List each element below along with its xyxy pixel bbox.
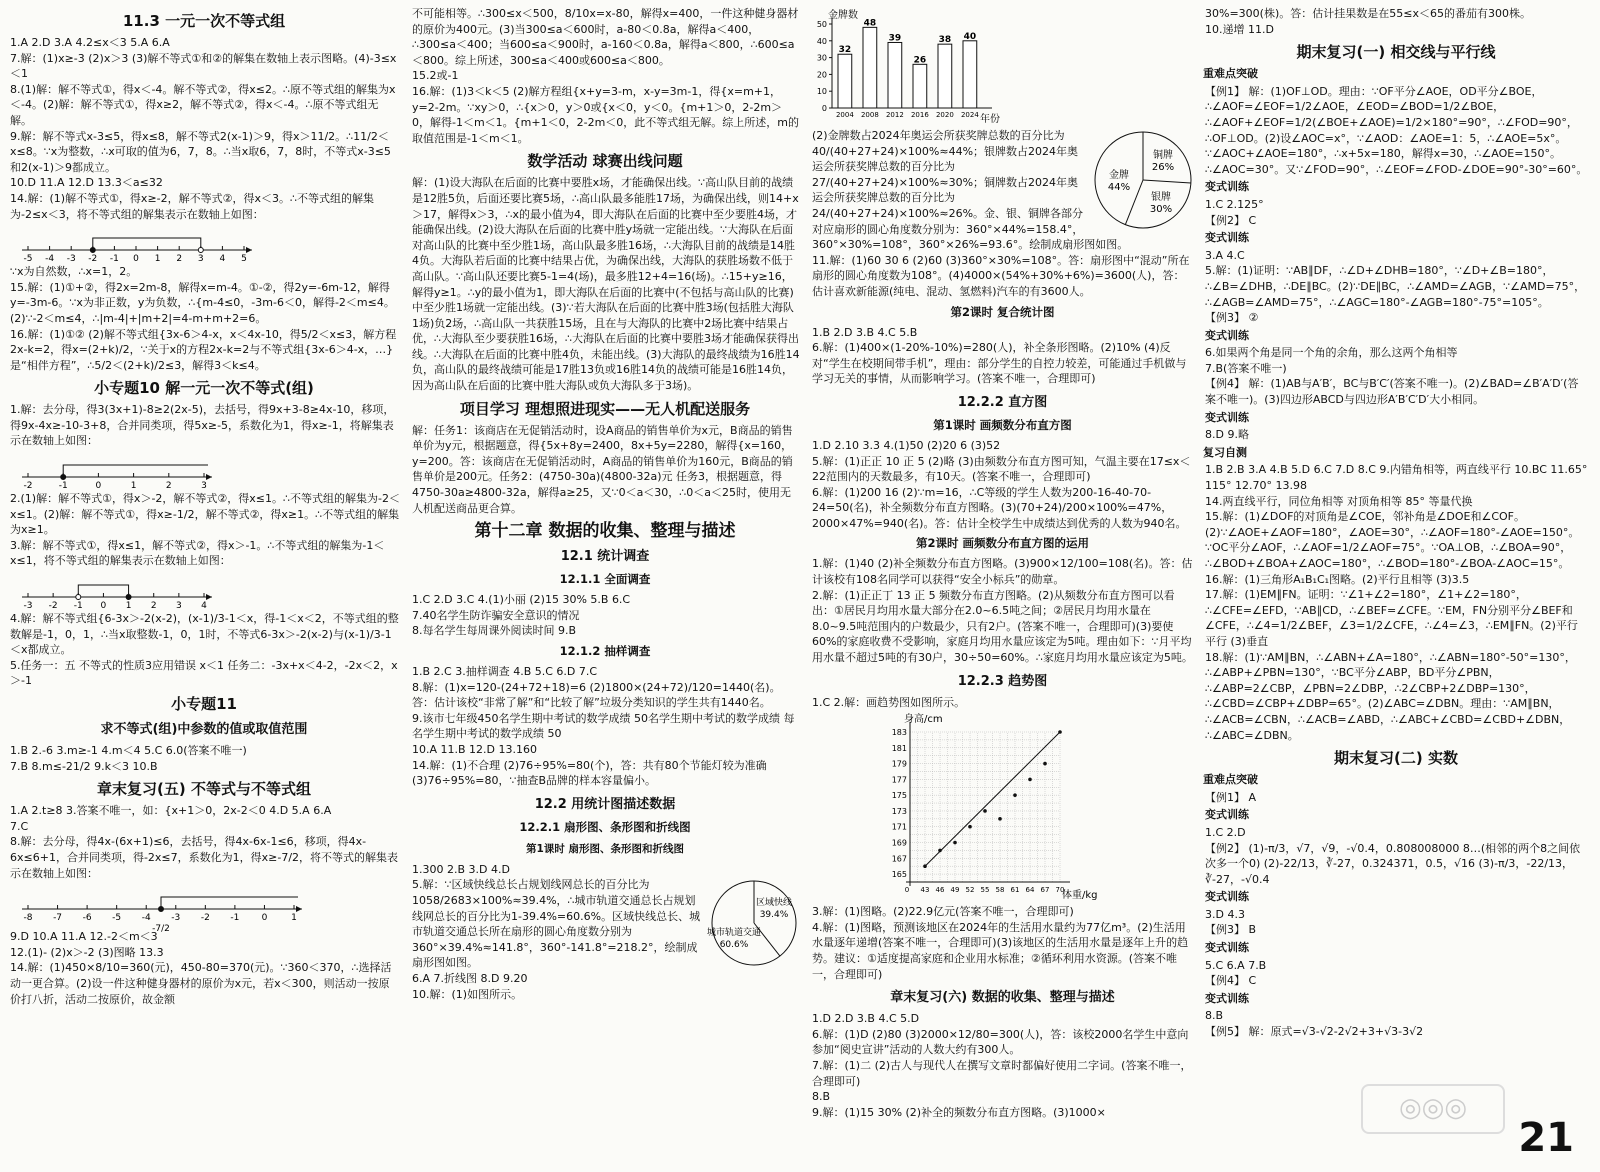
answer-line: 6.A 7.折线图 8.D 9.20: [412, 971, 528, 985]
y-tick-label: 30: [816, 53, 827, 63]
pie-label: 44%: [1107, 182, 1131, 193]
pie-label: 60.6%: [719, 940, 749, 951]
y-axis-label: 金牌数: [828, 10, 858, 21]
subsection-heading: 12.2.1 扇形图、条形图和折线图: [519, 819, 691, 834]
number-line-tick-label: 1: [154, 254, 161, 265]
number-line-tick-label: -3: [66, 254, 76, 265]
answer-line: 16.解：(1)三角形A₁B₁C₁图略。(2)平行且相等 (3)3.5: [1205, 572, 1470, 586]
y-tick-label: 50: [816, 20, 827, 29]
answer-line: 2.(1)解：解不等式①，得x＞-2，解不等式②，得x≤1。∴不等式组的解集为-2＜x≤1。(2)解：解不等式①，得x≥-1/2，解不等式②，得x≥1。∴不等式组的解集为x≥1。: [10, 492, 400, 537]
pie-label: 39.4%: [759, 910, 789, 921]
answer-line: 1.B 2.C 3.抽样调查 4.B 5.C 6.D 7.C: [412, 665, 598, 678]
section-heading: 小专题10 解一元一次不等式(组): [94, 379, 314, 398]
number-line-tick-label: -2: [48, 601, 58, 612]
x-tick-label: 55: [980, 886, 990, 895]
column-4: [1203, 6, 1589, 1040]
answer-line: 7.B(答案不唯一): [1205, 361, 1287, 375]
pie-label: 城市轨道交通: [706, 928, 762, 939]
bar-value-label: 38: [938, 35, 952, 46]
y-tick-label: 165: [891, 870, 907, 880]
answer-line: 5.解：(1)证明：∵AB∥DF，∴∠D+∠DHB=180°，∵∠D+∠B=180°，∴∠B=∠DHB，∴DE∥BC。(2)∵DE∥BC，∴∠AMD=∠AGB，∵∠AMD=75°，∴∠AGB=∠AMD=75°，∴∠AGC=180°-∠AGB=180°-75°=105°。: [1205, 264, 1586, 309]
answer-line: 5.C 6.A 7.B: [1205, 958, 1267, 972]
x-tick-label: 2020: [935, 111, 954, 119]
answer-line: 16.解：(1)①② (2)解不等式组{3x-6＞4-x，x＜4x-10，得5/2＜x≤3，解方程2x-k=2，得x=(2+k)/2，∵关于x的方程2x-k=2与不等式组{3x-6＞4-x，…}是“相伴方程”，∴5/2＜(2+k)/2≤3，解得3＜k≤4。: [10, 327, 397, 372]
endpoint-dot: [159, 907, 164, 912]
subsection-tag: 复习自测: [1203, 445, 1247, 459]
answer-line: 【例5】 解：原式=√3-√2-2√2+3+√3-3√2: [1205, 1025, 1424, 1039]
answer-line: 8.(1)解：解不等式①，得x＜-4。解不等式②，得x≤2。∴原不等式组的解集为x＜-4。(2)解：解不等式①，得x≥2，解不等式②，得x＜-4。∴原不等式组无解。: [10, 82, 396, 127]
number-line-tick-label: 1: [125, 601, 132, 612]
data-point: [923, 865, 927, 869]
answer-line: 6.解：(1)200 16 (2)∵m=16，∴C等级的学生人数为200-16-40-70-24=50(名)，补全频数分布直方图略。(3)(70+24)/200×100%=47%，2000×47%=940(名)。答：估计全校学生中成绩达到优秀的人数为940名。: [812, 485, 1187, 530]
answer-line: 解：任务1：该商店在无促销活动时，设A商品的销售单价为x元，B商品的销售单价为y元，根据题意，得{5x+8y=2400，8x+5y=2280，解得{x=160，y=200。答：该商店在无促销活动时，A商品的销售单价为160元，B商品的销售单价是200元。任务2：(4750-30a)(4800-32a)元 任务3，根据题意，得4750-30a≥4800-32a，解得a≥25，又∵0＜a＜30，∴0＜a＜25时，使用无人机配送商品更合算。: [412, 423, 793, 515]
number-line-2: [18, 453, 218, 492]
answer-line: 3.解：解不等式①，得x≤1，解不等式②，得x＞-1。∴不等式组的解集为-1＜x≤1，将不等式组的解集表示在数轴上如图：: [10, 538, 385, 568]
endpoint-dot: [198, 248, 203, 253]
section-heading: 章末复习(五) 不等式与不等式组: [97, 780, 311, 799]
answer-line: 5.任务一：五 不等式的性质3应用错误 x＜1 任务二：-3x+x＜4-2，-2x＜2，x＞-1: [10, 658, 398, 688]
y-tick-label: 181: [891, 744, 907, 754]
number-line-tick-label: -1: [73, 601, 83, 612]
subsection-heading: 12.1.1 全面调查: [559, 572, 651, 587]
x-tick-label: 2004: [835, 111, 854, 119]
answer-line: 【例4】 C: [1205, 974, 1257, 988]
number-line-tick-label: -3: [23, 601, 33, 612]
answer-line: 6.解：(1)D (2)80 (3)2000×12/80=300(人)，答：该校2000名学生中意向参加“阅史宣讲”活动的人数大约有300人。: [812, 1027, 1189, 1057]
y-tick-label: 175: [891, 791, 907, 801]
section-heading: 数学活动 球赛出线问题: [527, 152, 683, 171]
pie-label: 银牌: [1151, 192, 1171, 203]
y-tick-label: 171: [891, 822, 907, 832]
y-axis-label: 身高/cm: [904, 714, 943, 726]
answer-line: 【例1】 解：(1)OF⊥OD。理由：∵OF平分∠AOE，OD平分∠BOE，∴∠AOF=∠EOF=1/2∠AOE，∠EOD=∠BOD=1/2∠BOE，∴∠AOF+∠EOF=1/2(∠BOE+∠AOE)=1/2×180°=90°，∴∠FOD=90°，∴OF⊥OD。(2)设∠AOC=x°，∵∠AOD：∠AOE=1：5，∴∠AOE=5x°。∵∠AOC+∠AOE=180°，∴x+5x=180，解得x=30，∴∠AOE=150°。∴∠AOC=30°。又∵∠FOD=90°，∴∠EOF=∠FOD-∠DOE=90°-30°=60°。: [1205, 84, 1588, 176]
number-line-tick-label: -6: [82, 913, 92, 924]
subsection-heading: 12.1.2 抽样调查: [559, 644, 651, 658]
answer-line: 30%=300(株)。答：估计挂果数是在55≤x＜65的番茄有300株。: [1205, 7, 1531, 20]
number-line-tick-label: 2: [165, 481, 172, 492]
data-point: [998, 817, 1002, 821]
lesson-heading: 第1课时 扇形图、条形图和折线图: [526, 842, 684, 855]
number-line-tick-label: 1: [291, 913, 297, 924]
number-line-tick-label: -8: [23, 913, 33, 924]
arrow-icon: [206, 594, 212, 600]
bar: [913, 64, 927, 108]
answer-line: 变式训练: [1205, 890, 1249, 904]
y-tick-label: 40: [816, 36, 827, 46]
bar: [838, 54, 852, 108]
answer-line: 【例3】 B: [1205, 923, 1257, 937]
answer-line: 9.解：解不等式x-3≤5，得x≤8，解不等式2(x-1)＞9，得x＞11/2。∴11/2＜x≤8。∵x为整数，∴x可取的值为6，7，8。∴当x取6，7，8时，不等式x-3≤5和2(x-1)＞9都成立。: [10, 129, 391, 174]
arrow-icon: [206, 474, 212, 480]
lesson-heading: 第2课时 画频数分布直方图的运用: [915, 536, 1089, 551]
x-tick-label: 67: [1040, 886, 1050, 895]
number-line-1: [18, 226, 258, 265]
answer-line: 1.D 2.10 3.3 4.(1)50 (2)20 6 (3)52: [812, 438, 1001, 452]
answer-line: 10.A 11.B 12.D 13.160: [412, 742, 538, 756]
section-heading: 12.2.2 直方图: [957, 394, 1048, 410]
answer-line: 1.A 2.D 3.A 4.2≤x＜3 5.A 6.A: [10, 36, 170, 49]
answer-line: 4.解：解不等式组{6-3x＞-2(x-2)，(x-1)/3-1＜x，得-1＜x＜2，不等式组的整数解是-1，0，1，∴当x取整数-1，0，1时，不等式6-3x＞-2(x-2)与(x-1)/3-1＜x都成立。: [10, 612, 399, 657]
x-tick-label: 61: [1010, 886, 1020, 895]
answer-line: 变式训练: [1205, 180, 1249, 194]
y-tick-label: 10: [816, 87, 827, 97]
arrow-icon: [296, 906, 302, 912]
answer-line: 解：(1)设大海队在后面的比赛中要胜x场，才能确保出线。∵高山队目前的战绩是12胜5负，后面还要比赛5场，∴高山队最多能胜17场，为确保出线，则14+x＞17，解得x＞3，∴x的最小值为4，即大海队在后面的比赛中至少要胜4场，才能确保出线。(2)设大海队在后面的比赛中胜y场就一定能出线。∵大海队在后面对高山队的比赛中至少胜1场，高山队最多胜16场，∴大海队目前的战绩是14胜4负。大海队若后面的比赛中结果占优，为确保出线，大海队的获胜场数不低于高山队。∵高山队还要比赛5-1=4(场)，最多胜12+4=16(场)。∴15+y≥16，解得y≥1。∴y的最小值为1，即大海队在后面的比赛中(不包括与高山队的比赛)中至少胜1场就一定能出线。(3)∵若大海队在后面的比赛中胜3场(包括胜大海队1场)负2场，∴高山队一共获胜15场，且在与大海队的比赛中2场比赛中结果占优，∴大海队至少要获胜16场，∴大海队在后面的比赛中要胜3场才能确保获得出线。∴大海队在后面的比赛中胜4负，未能出线。(3)大海队的最终战绩为16胜14负，高山队的最终战绩可能是17胜13负或16胜14负的战绩可能是16胜14负，因为高山队在后面的比赛中胜大海队或负大海队多于3场)。: [412, 176, 800, 393]
x-tick-label: 2008: [860, 111, 879, 119]
section-heading: 期末复习(一) 相交线与平行线: [1296, 43, 1496, 62]
answer-line: 9.该市七年级450名学生期中考试的数学成绩 50名学生期中考试的数学成绩 每名学生期中考试的数学成绩 50: [412, 711, 795, 741]
pie-label: 金牌: [1109, 170, 1129, 181]
y-tick-label: 169: [891, 838, 907, 848]
x-tick-label: 64: [1025, 886, 1035, 895]
data-point: [1058, 730, 1062, 734]
number-line-tick-label: 0: [100, 601, 107, 612]
pie-label: 26%: [1151, 162, 1175, 173]
number-line-tick-label: 5: [241, 254, 247, 265]
column-2: [410, 6, 800, 1002]
x-tick-label: 46: [935, 886, 945, 895]
answer-line: 7.C: [10, 819, 29, 833]
answer-line: 8.每名学生每周课外阅读时间 9.B: [412, 624, 577, 638]
answer-line: 变式训练: [1205, 991, 1249, 1005]
number-line-tick-label: 3: [201, 481, 207, 492]
answer-line: 6.解：(1)400×(1-20%-10%)=280(人)，补全条形图略。(2)10% (4)反对“学生在校期间带手机”，理由：部分学生的自控力较差，可能通过手机做与学习无关的事情，从而影响学习。(答案不唯一，合理即可): [812, 341, 1187, 386]
lesson-heading: 第2课时 复合统计图: [950, 304, 1055, 319]
answer-line: 18.解：(1)∵AM∥BN，∴∠ABN+∠A=180°，∴∠ABN=180°-50°=130°，∴∠ABP+∠PBN=130°，∵BC平分∠ABP，BD平分∠PBN，∴∠ABP=2∠CBP，∠PBN=2∠DBP，∴2∠CBP+2∠DBP=130°，∴∠CBD=∠CBP+∠DBP=65°。(2)∠ABC=∠DBN。理由：∵AM∥BN，∴∠ACB=∠CBN，∴∠ACB=∠ABD，∴∠ABC+∠CBD=∠CBD+∠DBN，∴∠ABC=∠DBN。: [1205, 650, 1576, 742]
number-line-tick-label: -5: [23, 254, 33, 265]
answer-line: (2)金牌数占2024年奥运会所获奖牌总数的百分比为40/(40+27+24)×100%≈44%；银牌数占2024年奥运会所获奖牌总数的百分比为27/(40+27+24)×100%≈30%；铜牌数占2024年奥运会所获奖牌总数的百分比为24/(40+27+24)×100%≈26%。金、银、铜牌各部分对应扇形的圆心角度数分别为：360°×44%=158.4°，360°×30%=108°，360°×26%=93.6°。绘制成扇形图如图。: [812, 129, 1129, 252]
solution-range: [93, 238, 201, 248]
section-heading: 12.2 用统计图描述数据: [534, 796, 676, 812]
answer-line: 1.A 2.t≥8 3.答案不唯一，如：{x+1＞0，2x-2＜0 4.D 5.A 6.A: [10, 804, 332, 818]
solution-range: [63, 465, 208, 475]
endpoint-dot: [90, 248, 95, 253]
x-tick-label: 52: [965, 886, 975, 895]
bar: [938, 44, 952, 108]
answer-line: 17.解：(1)EM∥FN。证明：∵∠1+∠2=180°，∠1+∠2=180°，∴∠CFE=∠EFD，∵AB∥CD，∴∠BEF=∠CFE。∵EM，FN分别平分∠BEF和∠CFE，∴∠4=1/2∠BEF，∠3=1/2∠CFE，∴∠4=∠3，∴EM∥FN。(2)平行 平行 (3)垂直: [1205, 588, 1578, 648]
pie-slice-edge: [1143, 180, 1191, 183]
answer-line: 8.B: [1205, 1009, 1224, 1023]
bar-value-label: 32: [838, 45, 852, 56]
number-line-tick-label: 1: [130, 481, 137, 492]
data-point: [1013, 794, 1017, 798]
pie-label: 30%: [1149, 204, 1173, 215]
answer-line: 1.B 2.-6 3.m≥-1 4.m＜4 5.C 6.0(答案不唯一): [10, 744, 247, 757]
answer-line: 3.D 4.3: [1205, 907, 1245, 921]
answer-line: 变式训练: [1205, 808, 1249, 822]
answer-line: 16.解：(1)3＜k＜5 (2)解方程组{x+y=3-m，x-y=3m-1，得{x=m+1，y=2-2m。∵xy＞0，∴{x＞0，y＞0或{x＜0，y＜0。{m+1＞0，2-2m＞0，解得-1＜m＜1。{m+1＜0，2-2m＜0，此不等式组无解。综上所述，m的取值范围是-1＜m＜1。: [412, 84, 800, 145]
chapter-heading: 第十二章 数据的收集、整理与描述: [474, 521, 736, 542]
bar: [863, 27, 877, 108]
column-3: [810, 6, 1195, 1120]
number-line-tick-label: 2: [176, 254, 183, 265]
answer-line: 1.解：去分母，得3(3x+1)-8≥2(2x-5)，去括号，得9x+3-8≥4x-10，移项，得9x-4x≥-10-3+8，合并同类项，得5x≥-5，系数化为1，得x≥-1，将解集表示在数轴上如图：: [10, 403, 395, 448]
x-tick-label: 49: [950, 886, 960, 895]
number-line-tick-label: 3: [197, 254, 204, 265]
answer-line: 变式训练: [1205, 231, 1249, 245]
number-line-tick-label: -4: [45, 254, 55, 265]
number-line-3: [18, 573, 218, 612]
answer-line: 14.解：(1)450×8/10=360(元)，450-80=370(元)。∵360＜370，∴选择活动一更合算。(2)设一件这种健身器材的原价为x元，若x＜300，则活动一按原价打八折，活动二按原价，故金额: [10, 961, 392, 1006]
y-tick-label: 179: [891, 759, 907, 769]
answer-line: 7.解：(1)x≥-3 (2)x＞3 (3)解不等式①和②的解集在数轴上表示图略。(4)-3≤x＜1: [10, 51, 397, 81]
answer-line: 【例3】 ②: [1205, 311, 1259, 325]
answer-line: 1.C 2.D 3.C 4.(1)小丽 (2)15 30% 5.B 6.C: [412, 593, 631, 607]
answer-line: 1.C 2.解：画趋势图如图所示。: [812, 695, 966, 709]
pie-label: 铜牌: [1153, 150, 1173, 161]
number-line-tick-label: -4: [141, 913, 151, 924]
medal-pie-chart: [1091, 128, 1195, 232]
answer-line: 12.(1)- (2)x＞-2 (3)图略 13.3: [10, 945, 164, 959]
number-line-tick-label: 0: [261, 913, 268, 924]
x-tick-label: 2012: [885, 111, 904, 119]
answer-line: 2.解：(1)正正丁 13 正 5 频数分布直方图略。(2)从频数分布直方图可以看出：①居民月均用水量大部分在2.0~6.5吨之间；②居民月均用水量在8.0~9.5吨范围内的户数最少，只有2户。(答案不唯一，合理即可)(3)要使60%的家庭收费不受影响，家庭月均用水量应该定为5吨。理由如下：∵月平均用水量不超过5吨的有30户，30÷50=60%。∴家庭月均用水量应该定为5吨。: [812, 588, 1193, 665]
answer-line: 【例2】 (1)-π/3，√7，√9，-√0.4，0.808008000 8…(相邻的两个8之间依次多一个0) (2)-22/13，∛-27，0.324371，0.5，√16 (3)-π/3，-22/13，∛-27，-√0.4: [1205, 841, 1581, 886]
answer-line: 5.解：(1)正正 10 正 5 (2)略 (3)由频数分布直方图可知，气温主要在17≤x＜22范围内的天数最多，有10天。(答案不唯一，合理即可): [812, 454, 1191, 484]
subsection-tag: 重难点突破: [1203, 67, 1258, 81]
answer-line: 1.D 2.D 3.B 4.C 5.D: [812, 1012, 920, 1026]
x-tick-label: 0: [904, 886, 910, 895]
answer-line: 1.C 2.D: [1205, 825, 1246, 839]
rail-pie-chart: [708, 877, 800, 969]
answer-line: 1.B 2.B 3.A 4.B 5.D 6.C 7.D 8.C 9.内错角相等，两直线平行 10.BC 11.65° 115° 12.70° 13.98: [1205, 463, 1588, 493]
number-line-tick-label: 4: [201, 601, 207, 612]
section-heading: 章末复习(六) 数据的收集、整理与描述: [890, 990, 1115, 1006]
answer-line: 7.B 8.m≤-21/2 9.k＜3 10.B: [10, 759, 158, 773]
bar: [963, 41, 977, 108]
subsection-tag: 重难点突破: [1203, 773, 1258, 787]
answer-line: 3.解：(1)图略。(2)22.9亿元(答案不唯一，合理即可): [812, 905, 1074, 919]
x-tick-label: 2016: [910, 111, 929, 119]
answer-line: 15.2或-1: [412, 69, 459, 83]
x-axis-label: 年份: [980, 114, 1000, 125]
bar-value-label: 40: [963, 31, 977, 42]
answer-line: 【例2】 C: [1205, 213, 1257, 227]
answer-line: 6.如果两个角是同一个角的余角，那么这两个角相等: [1205, 346, 1458, 360]
answer-line: 8.D 9.略: [1205, 428, 1249, 442]
arrow-icon: [246, 247, 252, 253]
answer-line: 10.解：(1)如图所示。: [412, 987, 523, 1001]
number-line-tick-label: 4: [219, 254, 226, 265]
answer-line: 7.解：(1)二 (2)古人与现代人在撰写文章时都偏好使用二字词。(答案不唯一，合理即可): [812, 1058, 1192, 1088]
trend-scatter-chart: [870, 712, 1100, 902]
answer-line: 变式训练: [1205, 410, 1249, 424]
trend-line: [925, 732, 1060, 866]
page-number: 21: [1518, 1115, 1574, 1161]
y-tick-label: 20: [816, 70, 827, 80]
bar-value-label: 39: [888, 33, 902, 44]
watermark-logo: ◎◎◎: [1361, 1084, 1505, 1134]
endpoint-dot: [76, 595, 81, 600]
number-line-tick-label: 3: [175, 601, 182, 612]
column-1: [8, 6, 400, 1007]
answer-line: 1.300 2.B 3.D 4.D: [412, 862, 510, 876]
bar-value-label: 48: [863, 18, 877, 29]
answer-line: 15.解：(1)①+②，得2x=2m-8，解得x=m-4。①-②，得2y=-6m-12，解得y=-3m-6。∵x为非正数，y为负数，∴{m-4≤0，-3m-6＜0，解得-2＜m≤4。(2)∵-2＜m≤4，∴|m-4|+|m+2|=4-m+m+2=6。: [10, 280, 395, 325]
answer-line: 8.解：去分母，得4x-(6x+1)≤6，去括号，得4x-6x-1≤6，移项，得4x-6x≤6+1，合并同类项，得-2x≤7，系数化为1，得x≥-7/2，将不等式的解集表示在数轴上如图：: [10, 835, 399, 880]
solution-range: [161, 897, 298, 907]
answer-line: 5.解：∵区域快线总长占规划线网总长的百分比为1058/2683×100%≈39.4%，∴城市轨道交通总长占规划线网总长的百分比为1-39.4%=60.6%。区域快线总长、城市轨道交通总长所在扇形的圆心角度数分别为360°×39.4%≈141.8°，360°-141.8°=218.2°，绘制成扇形图如图。: [412, 878, 701, 970]
answer-line: ∵x为自然数，∴x=1，2。: [10, 265, 138, 279]
section-subheading: 求不等式(组)中参数的值或取值范围: [100, 722, 308, 737]
answer-line: 8.B: [812, 1090, 831, 1104]
answer-line: 1.C 2.125°: [1205, 197, 1264, 211]
number-line-tick-label: -1: [230, 913, 240, 924]
number-line-4: [18, 885, 308, 935]
answer-line: 11.解：(1)60 30 6 (2)60 (3)360°×30%=108°。答：扇形图中“混动”所在扇形的圆心角度数为108°。(4)4000×(54%+30%+6%)=3600(人)，答：估计喜欢新能源(纯电、混动、氢燃料)汽车的有3600人。: [812, 253, 1190, 298]
number-line-tick-label: -1: [58, 481, 68, 492]
data-point: [1028, 778, 1032, 782]
answer-line: 9.解：(1)15 30% (2)补全的频数分布直方图略。(3)1000×: [812, 1105, 1106, 1119]
answer-line: 变式训练: [1205, 328, 1249, 342]
y-tick-label: 0: [821, 104, 827, 113]
answer-line: 14.解：(1)不合理 (2)76÷95%=80(个)，答：共有80个节能灯较为准确 (3)76÷95%=80，∵抽查B品牌的样本容量偏小。: [412, 758, 767, 788]
answer-line: 10.递增 11.D: [1205, 22, 1274, 36]
y-tick-label: 173: [891, 807, 907, 817]
number-line-tick-label: -2: [200, 913, 210, 924]
number-line-tick-label: -5: [112, 913, 122, 924]
number-line-tick-label: 0: [133, 254, 139, 265]
section-heading: 12.1 统计调查: [560, 549, 650, 565]
answer-line: 7.40名学生防诈骗安全意识的情况: [412, 608, 580, 622]
number-line-tick-label: -7: [53, 913, 63, 924]
x-axis-label: 体重/kg: [1062, 890, 1098, 902]
data-point: [938, 849, 942, 853]
number-line-tick-label: -3: [171, 913, 181, 924]
section-heading: 项目学习 理想照进现实——无人机配送服务: [459, 399, 751, 418]
answer-line: 8.解：(1)x=120-(24+72+18)=6 (2)1800×(24+72)/120=1440(名)。答：估计该校“非常了解”和“比较了解”垃圾分类知识的学生共有1440名。: [412, 680, 781, 710]
endpoint-dot: [126, 595, 131, 600]
x-tick-label: 2024: [960, 111, 979, 119]
medal-bar-chart: [810, 8, 1010, 126]
bar: [888, 42, 902, 108]
answer-line: 14.解：(1)解不等式①，得x≥-2，解不等式②，得x＜3。∴不等式组的解集为-2≤x＜3，将不等式组的解集表示在数轴上如图：: [10, 191, 374, 221]
answer-line: 9.D 10.A 11.A 12.-2＜m＜3: [10, 930, 158, 944]
section-heading: 小专题11: [171, 695, 237, 713]
section-heading: 12.2.3 趋势图: [957, 673, 1048, 689]
endpoint-label: -7/2: [152, 924, 170, 935]
x-tick-label: 70: [1055, 886, 1065, 895]
answer-line: 3.A 4.C: [1205, 248, 1245, 262]
data-point: [1043, 762, 1047, 766]
answer-line: 10.D 11.A 12.D 13.3＜a≤32: [10, 176, 163, 190]
x-tick-label: 43: [920, 886, 930, 895]
answer-line: 14.两直线平行，同位角相等 对顶角相等 85° 等量代换: [1205, 494, 1473, 508]
answer-line: 4.解：(1)图略，预测该地区在2024年的生活用水量约为77亿m³。(2)生活用水量逐年递增(答案不唯一，合理即可)(3)该地区的生活用水量是逐年上升的趋势。建议：①适度提高家庭和企业用水标准；②循环利用水资源。(答案不唯一，合理即可): [812, 920, 1189, 981]
number-line-tick-label: 2: [150, 601, 157, 612]
data-point: [968, 825, 972, 829]
x-tick-label: 58: [995, 886, 1005, 895]
y-tick-label: 183: [891, 728, 907, 738]
number-line-tick-label: -1: [109, 254, 119, 265]
answer-line: 不可能相等。∴300≤x＜500，8/10x=x-80，解得x=400，一件这种健身器材的原价为400元。(3)当300≤a＜600时，a-80＜0.8a，解得a＜400，∴300≤a＜400；当600≤a＜900时，a-160＜0.8a，解得a＜800，∴600≤a＜800。综上所述，300≤a＜400或600≤a＜800。: [412, 7, 799, 67]
number-line-tick-label: -2: [88, 254, 98, 265]
y-tick-label: 167: [891, 854, 907, 864]
endpoint-dot: [61, 475, 66, 480]
answer-line: 1.解：(1)40 (2)补全频数分布直方图略。(3)900×12/100=108(名)。答：估计该校有108名同学可以获得“安全小标兵”的勋章。: [812, 557, 1193, 587]
section-heading: 期末复习(二) 实数: [1334, 749, 1458, 768]
section-heading: 11.3 一元一次不等式组: [122, 12, 286, 30]
data-point: [953, 841, 957, 845]
answer-line: 【例4】 解：(1)AB与A′B′，BC与B′C′(答案不唯一)。(2)∠BAD=∠B′A′D′(答案不唯一)。(3)四边形ABCD与四边形A′B′C′D′大小相同。: [1205, 377, 1579, 407]
number-line-tick-label: 0: [95, 481, 102, 492]
bar-value-label: 26: [913, 55, 927, 66]
answer-line: 1.B 2.D 3.B 4.C 5.B: [812, 325, 918, 339]
answer-line: 15.解：(1)∠DOF的对顶角是∠COE，邻补角是∠DOE和∠COF。(2)∵∠AOE+∠AOF=180°，∠AOE=30°，∴∠AOF=180°-∠AOE=150°。∵OC平分∠AOF，∴∠AOF=1/2∠AOF=75°。∵OA⊥OB，∴∠BOA=90°，∴∠BOD+∠BOA+∠AOC=180°，∴∠BOD=180°-∠BOA-∠AOC=15°。: [1205, 510, 1580, 570]
number-line-tick-label: -2: [23, 481, 33, 492]
answer-line: 【例1】 A: [1205, 790, 1257, 804]
lesson-heading: 第1课时 画频数分布直方图: [933, 417, 1072, 432]
y-tick-label: 177: [891, 775, 907, 785]
pie-label: 区域快线: [755, 898, 793, 909]
answer-line: 变式训练: [1205, 941, 1249, 955]
data-point: [983, 809, 987, 813]
